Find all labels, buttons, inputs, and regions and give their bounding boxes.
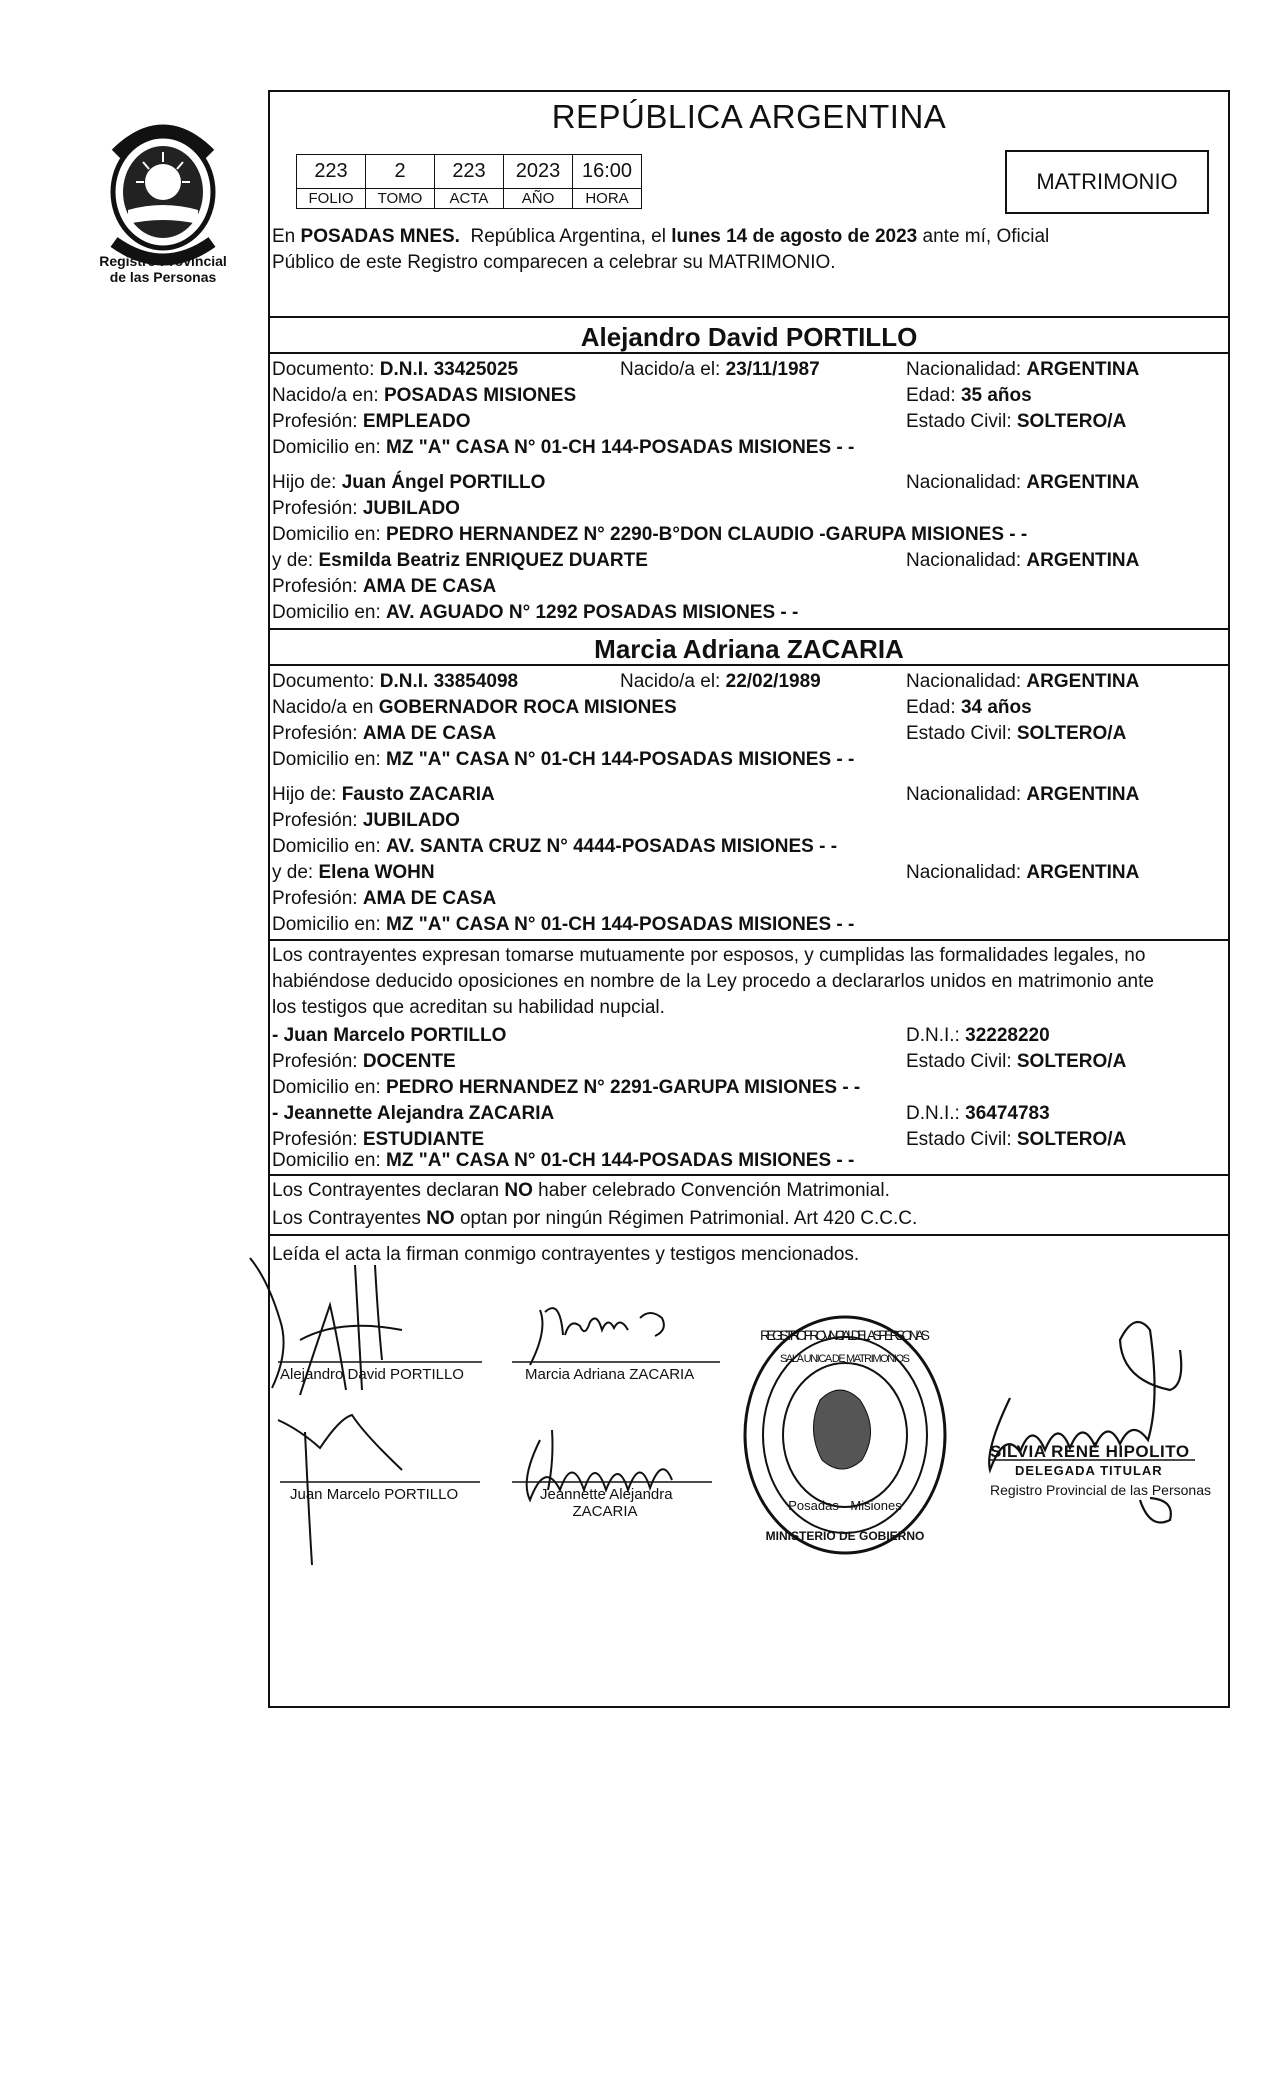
text: Los Contrayentes — [272, 1208, 427, 1229]
witness-2-dni: 36474783 — [965, 1103, 1050, 1124]
label: Nacionalidad: — [906, 472, 1027, 493]
witness-2-address: MZ "A" CASA N° 01-CH 144-POSADAS MISIONES - - — [386, 1150, 855, 1171]
witness-1-address: PEDRO HERNANDEZ N° 2291-GARUPA MISIONES - - — [386, 1077, 861, 1098]
label: Domicilio en: — [272, 1077, 387, 1098]
label: D.N.I.: — [906, 1103, 966, 1124]
label: Hijo de: — [272, 472, 342, 493]
label: Nacionalidad: — [906, 784, 1027, 805]
official-title: DELEGADA TITULAR — [1015, 1463, 1163, 1478]
intro-date: lunes 14 de agosto de 2023 — [671, 226, 918, 247]
groom-name: Alejandro David PORTILLO — [580, 322, 918, 352]
groom-signature-caption: Alejandro David PORTILLO — [280, 1366, 464, 1383]
label: Nacido/a el: — [620, 359, 726, 380]
bride-father-address: AV. SANTA CRUZ N° 4444-POSADAS MISIONES - - — [386, 836, 838, 857]
intro-text: En — [272, 226, 301, 247]
groom-father-nationality: ARGENTINA — [1026, 472, 1140, 493]
groom-father-address: PEDRO HERNANDEZ N° 2290-B°DON CLAUDIO -GARUPA MISIONES - - — [386, 524, 1028, 545]
caption-line: ZACARIA — [572, 1503, 638, 1520]
label: Edad: — [906, 697, 961, 718]
record-type-box: MATRIMONIO — [1005, 150, 1209, 214]
label: Nacido/a en: — [272, 385, 384, 406]
declaration-line-3: los testigos que acreditan su habilidad nupcial. — [272, 997, 665, 1018]
intro-text: ante mí, Oficial — [917, 226, 1050, 247]
bride-address: MZ "A" CASA N° 01-CH 144-POSADAS MISIONES - - — [386, 749, 855, 770]
witness-1-civil-status: SOLTERO/A — [1016, 1051, 1127, 1072]
bride-mother-nationality: ARGENTINA — [1026, 862, 1140, 883]
document-title: REPÚBLICA ARGENTINA — [551, 98, 947, 135]
bride-nationality: ARGENTINA — [1026, 671, 1140, 692]
declaration-line-2: habiéndose deducido oposiciones en nombre de la Ley procedo a declararlos unidos en matrimonio ante — [272, 971, 1154, 992]
groom-address: MZ "A" CASA N° 01-CH 144-POSADAS MISIONES - - — [386, 437, 855, 458]
groom-age: 35 años — [960, 385, 1032, 406]
label: Nacido/a en — [272, 697, 379, 718]
folio-value: 223 — [297, 155, 366, 189]
groom-birthdate: 23/11/1987 — [725, 359, 820, 380]
label: Profesión: — [272, 1051, 363, 1072]
bride-profession: AMA DE CASA — [362, 723, 497, 744]
witness-2-civil-status: SOLTERO/A — [1016, 1129, 1127, 1150]
label: Profesión: — [272, 576, 363, 597]
label: y de: — [272, 550, 319, 571]
stamp-inner-text: SALA UNICA DE MATRIMONIOS — [780, 1353, 910, 1365]
label: Estado Civil: — [906, 411, 1017, 432]
witness-1-name: - Juan Marcelo PORTILLO — [272, 1025, 507, 1046]
label: Estado Civil: — [906, 1129, 1017, 1150]
label: Nacionalidad: — [906, 671, 1027, 692]
registry-office-line1: Registro Provincial — [99, 253, 227, 269]
intro-line-2: Público de este Registro comparecen a celebrar su MATRIMONIO. — [272, 252, 836, 273]
label: Profesión: — [272, 411, 363, 432]
label: D.N.I.: — [906, 1025, 966, 1046]
label: Documento: — [272, 359, 380, 380]
witness-2-signature-icon — [527, 1430, 672, 1500]
year-value: 2023 — [504, 155, 573, 189]
folio-label: FOLIO — [297, 189, 366, 209]
bride-age: 34 años — [960, 697, 1032, 718]
groom-civil-status: SOLTERO/A — [1016, 411, 1127, 432]
groom-mother-address: AV. AGUADO N° 1292 POSADAS MISIONES - - — [386, 602, 799, 623]
groom-mother-profession: AMA DE CASA — [362, 576, 497, 597]
hour-value: 16:00 — [573, 155, 642, 189]
groom-father-profession: JUBILADO — [362, 498, 460, 519]
label: Domicilio en: — [272, 437, 387, 458]
label: Estado Civil: — [906, 1051, 1017, 1072]
stamp-footer-text: MINISTERIO DE GOBIERNO — [765, 1529, 925, 1543]
declaration-line-1: Los contrayentes expresan tomarse mutuamente por esposos, y cumplidas las formalidades legales, no — [272, 945, 1146, 966]
label: Documento: — [272, 671, 380, 692]
stamp-ring-text: REGISTRO PROVINCIAL DE LAS PERSONAS — [760, 1327, 930, 1343]
text: optan por ningún Régimen Patrimonial. Art 420 C.C.C. — [454, 1208, 918, 1229]
bride-birthplace: GOBERNADOR ROCA MISIONES — [378, 697, 677, 718]
bride-birthdate: 22/02/1989 — [725, 671, 821, 692]
official-signature-icon — [989, 1322, 1181, 1523]
groom-signature-icon — [250, 1258, 402, 1395]
label: Profesión: — [272, 888, 363, 909]
groom-mother-nationality: ARGENTINA — [1026, 550, 1140, 571]
label: Nacionalidad: — [906, 862, 1027, 883]
label: Nacionalidad: — [906, 550, 1027, 571]
acta-label: ACTA — [435, 189, 504, 209]
label: Domicilio en: — [272, 524, 387, 545]
bride-mother-profession: AMA DE CASA — [362, 888, 497, 909]
label: Domicilio en: — [272, 749, 387, 770]
label: Domicilio en: — [272, 602, 387, 623]
emphasis: NO — [426, 1208, 455, 1229]
year-label: AÑO — [504, 189, 573, 209]
bride-father-profession: JUBILADO — [362, 810, 460, 831]
text: Los Contrayentes declaran — [272, 1180, 505, 1201]
label: Edad: — [906, 385, 961, 406]
witness-1-profession: DOCENTE — [362, 1051, 456, 1072]
bride-signature-caption: Marcia Adriana ZACARIA — [525, 1366, 695, 1383]
groom-dni: D.N.I. 33425025 — [379, 359, 519, 380]
label: Domicilio en: — [272, 836, 387, 857]
label: y de: — [272, 862, 319, 883]
label: Nacido/a el: — [620, 671, 726, 692]
label: Estado Civil: — [906, 723, 1017, 744]
bride-father-nationality: ARGENTINA — [1026, 784, 1140, 805]
label: Profesión: — [272, 498, 363, 519]
bride-name: Marcia Adriana ZACARIA — [594, 634, 904, 664]
label: Profesión: — [272, 1129, 363, 1150]
label: Nacionalidad: — [906, 359, 1027, 380]
witness-2-name: - Jeannette Alejandra ZACARIA — [272, 1103, 555, 1124]
stamp-bottom-text: Posadas - Misiones — [788, 1498, 902, 1513]
groom-nationality: ARGENTINA — [1026, 359, 1140, 380]
bride-dni: D.N.I. 33854098 — [379, 671, 519, 692]
acta-value: 223 — [435, 155, 504, 189]
label: Profesión: — [272, 810, 363, 831]
registry-office-line2: de las Personas — [109, 269, 217, 285]
tomo-label: TOMO — [366, 189, 435, 209]
closing-statement: Leída el acta la firman conmigo contrayentes y testigos mencionados. — [272, 1244, 860, 1265]
label: Hijo de: — [272, 784, 342, 805]
official-office: Registro Provincial de las Personas — [990, 1482, 1211, 1498]
intro-place: POSADAS MNES. — [300, 226, 460, 247]
intro-text: República Argentina, el — [459, 226, 672, 247]
caption-line: Jeannette Alejandra — [540, 1486, 673, 1503]
witness-1-signature-icon — [278, 1415, 402, 1565]
witness-2-profession: ESTUDIANTE — [362, 1129, 485, 1150]
bride-mother-name: Elena WOHN — [318, 862, 435, 883]
label: Profesión: — [272, 723, 363, 744]
bride-mother-address: MZ "A" CASA N° 01-CH 144-POSADAS MISIONES - - — [386, 914, 855, 935]
hour-label: HORA — [573, 189, 642, 209]
tomo-value: 2 — [366, 155, 435, 189]
label: Domicilio en: — [272, 914, 387, 935]
bride-signature-icon — [530, 1308, 664, 1365]
groom-father-name: Juan Ángel PORTILLO — [341, 472, 546, 493]
emphasis: NO — [504, 1180, 533, 1201]
groom-birthplace: POSADAS MISIONES — [383, 385, 577, 406]
groom-profession: EMPLEADO — [362, 411, 471, 432]
bride-father-name: Fausto ZACARIA — [341, 784, 495, 805]
witness-1-dni: 32228220 — [965, 1025, 1050, 1046]
groom-mother-name: Esmilda Beatriz ENRIQUEZ DUARTE — [318, 550, 648, 571]
label: Domicilio en: — [272, 1150, 387, 1171]
bride-civil-status: SOLTERO/A — [1016, 723, 1127, 744]
official-name: SILVIA RENÉ HIPOLITO — [990, 1442, 1190, 1461]
text: haber celebrado Convención Matrimonial. — [532, 1180, 890, 1201]
witness-1-signature-caption: Juan Marcelo PORTILLO — [290, 1486, 459, 1503]
